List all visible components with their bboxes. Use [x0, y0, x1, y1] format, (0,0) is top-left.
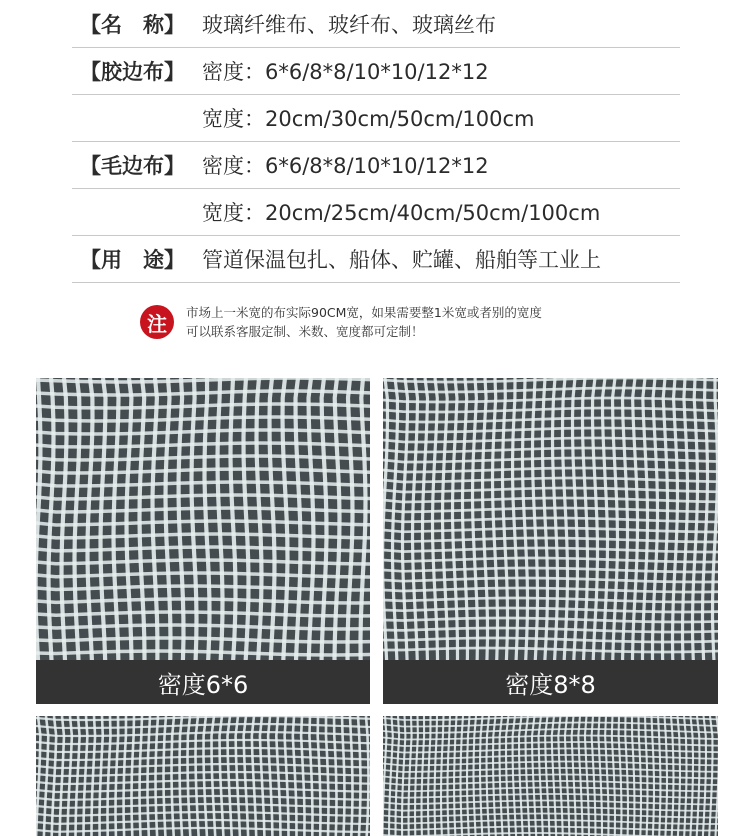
mesh-photo	[36, 378, 370, 660]
spec-value: 玻璃纤维布、玻纤布、玻璃丝布	[202, 12, 496, 37]
spec-value: 管道保温包扎、船体、贮罐、船舶等工业上	[202, 248, 601, 272]
spec-row-usage	[72, 236, 680, 283]
notice	[140, 303, 542, 341]
spec-row-glued-width	[72, 95, 680, 142]
spec-label: 【用 途】	[80, 248, 185, 272]
product-image-12x12[interactable]	[383, 716, 718, 836]
notice-text	[186, 303, 542, 341]
product-image-6x6[interactable]	[36, 378, 370, 704]
spec-value: 宽度：20cm/25cm/40cm/50cm/100cm	[202, 201, 601, 225]
product-image-10x10[interactable]	[36, 716, 370, 836]
spec-value: 密度：6*6/8*8/10*10/12*12	[202, 154, 489, 178]
product-image-8x8[interactable]	[383, 378, 718, 704]
notice-badge: 注	[140, 305, 174, 339]
spec-label: 【名 称】	[80, 12, 185, 37]
spec-row-name	[72, 0, 680, 48]
mesh-photo	[383, 716, 718, 836]
spec-row-glued-density	[72, 48, 680, 95]
spec-value: 密度：6*6/8*8/10*10/12*12	[202, 60, 489, 84]
mesh-photo	[383, 378, 718, 660]
spec-row-raw-density	[72, 142, 680, 189]
spec-row-raw-width	[72, 189, 680, 236]
product-caption: 密度8*8	[383, 660, 718, 704]
notice-line: 市场上一米宽的布实际90CM宽，如果需要整1米宽或者别的宽度	[186, 305, 542, 320]
notice-line: 可以联系客服定制、米数、宽度都可定制！	[186, 324, 424, 339]
mesh-photo	[36, 716, 370, 836]
product-caption: 密度6*6	[36, 660, 370, 704]
spec-label: 【胶边布】	[80, 60, 185, 84]
spec-table	[72, 0, 680, 283]
spec-label: 【毛边布】	[80, 154, 185, 178]
spec-value: 宽度：20cm/30cm/50cm/100cm	[202, 107, 535, 131]
